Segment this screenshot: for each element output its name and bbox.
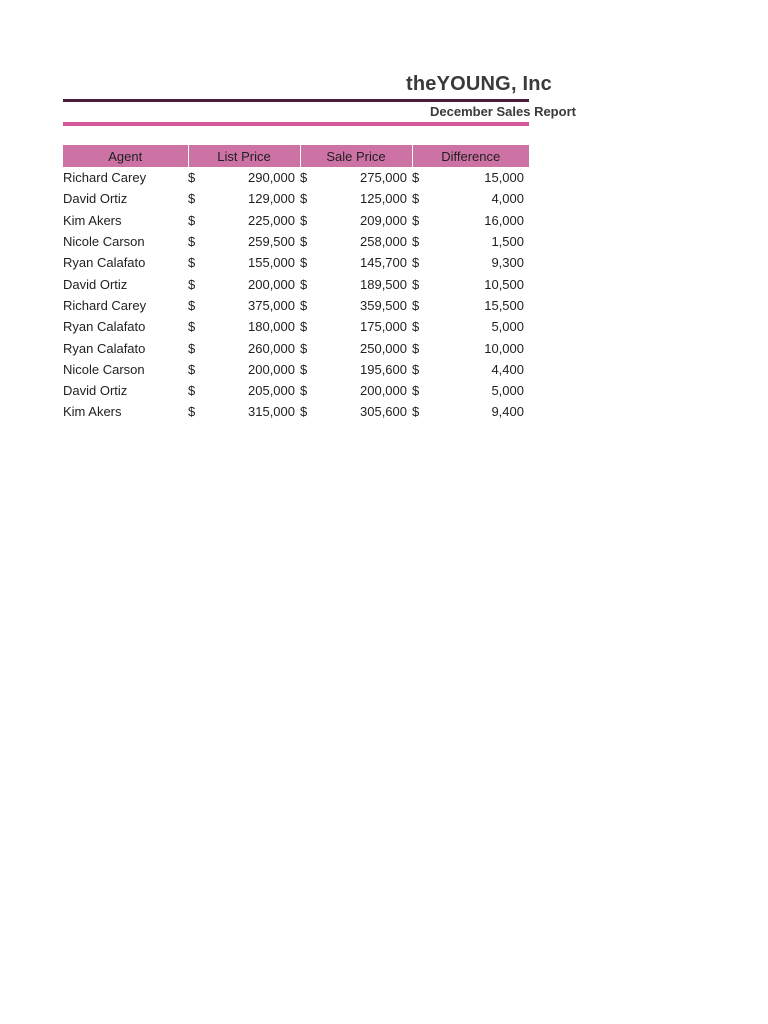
agent-cell[interactable]: Ryan Calafato (63, 319, 146, 335)
difference-cell[interactable] (412, 316, 529, 337)
currency-symbol: $ (300, 212, 308, 228)
list-price-cell[interactable] (188, 231, 300, 252)
currency-symbol: $ (188, 404, 196, 420)
list-price-cell[interactable] (188, 273, 300, 294)
difference-value: 15,500 (484, 297, 524, 313)
difference-value: 9,400 (491, 404, 524, 420)
agent-cell[interactable]: Nicole Carson (63, 361, 145, 377)
currency-symbol: $ (412, 361, 420, 377)
currency-symbol: $ (300, 191, 308, 207)
sale-price-cell[interactable] (300, 188, 412, 209)
difference-cell[interactable] (412, 188, 529, 209)
sale-price-cell[interactable] (300, 252, 412, 273)
agent-cell[interactable]: Kim Akers (63, 404, 122, 420)
difference-cell[interactable] (412, 295, 529, 316)
list-price-value: 205,000 (248, 383, 295, 399)
title-rule-dark (63, 99, 529, 102)
list-price-cell[interactable] (188, 380, 300, 401)
table-row (63, 252, 529, 273)
table-body (63, 167, 529, 423)
list-price-value: 200,000 (248, 276, 295, 292)
currency-symbol: $ (188, 361, 196, 377)
sale-price-cell[interactable] (300, 273, 412, 294)
sale-price-value: 145,700 (360, 255, 407, 271)
subtitle-cell (63, 103, 576, 123)
table-row (63, 231, 529, 252)
sale-price-value: 359,500 (360, 297, 407, 313)
difference-value: 9,300 (491, 255, 524, 271)
sale-price-value: 258,000 (360, 234, 407, 250)
title-cell (63, 70, 552, 100)
difference-value: 10,500 (484, 276, 524, 292)
difference-value: 5,000 (491, 383, 524, 399)
currency-symbol: $ (412, 340, 420, 356)
currency-symbol: $ (188, 340, 196, 356)
agent-cell[interactable]: David Ortiz (63, 276, 128, 292)
list-price-cell[interactable] (188, 359, 300, 380)
sale-price-value: 305,600 (360, 404, 407, 420)
table-header-row (63, 145, 529, 167)
sale-price-value: 250,000 (360, 340, 407, 356)
currency-symbol: $ (188, 297, 196, 313)
currency-symbol: $ (412, 404, 420, 420)
currency-symbol: $ (188, 383, 196, 399)
currency-symbol: $ (412, 255, 420, 271)
currency-symbol: $ (412, 297, 420, 313)
currency-symbol: $ (300, 404, 308, 420)
sale-price-cell[interactable] (300, 167, 412, 188)
list-price-value: 200,000 (248, 361, 295, 377)
currency-symbol: $ (412, 319, 420, 335)
currency-symbol: $ (188, 191, 196, 207)
sale-price-cell[interactable] (300, 401, 412, 422)
currency-symbol: $ (300, 340, 308, 356)
difference-cell[interactable] (412, 252, 529, 273)
list-price-value: 129,000 (248, 191, 295, 207)
currency-symbol: $ (300, 361, 308, 377)
table-row (63, 380, 529, 401)
sale-price-value: 209,000 (360, 212, 407, 228)
agent-cell[interactable]: Kim Akers (63, 212, 122, 228)
sale-price-cell[interactable] (300, 231, 412, 252)
sale-price-cell[interactable] (300, 337, 412, 358)
difference-value: 5,000 (491, 319, 524, 335)
currency-symbol: $ (188, 255, 196, 271)
agent-cell[interactable]: Ryan Calafato (63, 255, 146, 271)
difference-cell[interactable] (412, 337, 529, 358)
difference-cell[interactable] (412, 401, 529, 422)
difference-cell[interactable] (412, 167, 529, 188)
agent-cell[interactable]: Nicole Carson (63, 234, 145, 250)
table-row (63, 210, 529, 231)
list-price-cell[interactable] (188, 167, 300, 188)
agent-cell[interactable]: Richard Carey (63, 297, 147, 313)
list-price-cell[interactable] (188, 210, 300, 231)
list-price-value: 375,000 (248, 297, 295, 313)
currency-symbol: $ (300, 319, 308, 335)
list-price-value: 260,000 (248, 340, 295, 356)
sale-price-value: 189,500 (360, 276, 407, 292)
header-sale-price: Sale Price (300, 145, 412, 167)
table-row (63, 359, 529, 380)
table-row (63, 295, 529, 316)
sale-price-cell[interactable] (300, 295, 412, 316)
currency-symbol: $ (300, 276, 308, 292)
list-price-value: 290,000 (248, 170, 295, 186)
agent-cell[interactable]: Richard Carey (63, 170, 147, 186)
difference-value: 10,000 (484, 340, 524, 356)
report-title: theYOUNG, Inc (406, 73, 552, 95)
table-row (63, 401, 529, 422)
sale-price-value: 175,000 (360, 319, 407, 335)
sale-price-value: 125,000 (360, 191, 407, 207)
difference-cell[interactable] (412, 210, 529, 231)
currency-symbol: $ (188, 276, 196, 292)
list-price-cell[interactable] (188, 188, 300, 209)
currency-symbol: $ (300, 234, 308, 250)
difference-cell[interactable] (412, 380, 529, 401)
list-price-value: 180,000 (248, 319, 295, 335)
list-price-cell[interactable] (188, 401, 300, 422)
list-price-cell[interactable] (188, 337, 300, 358)
list-price-value: 259,500 (248, 234, 295, 250)
currency-symbol: $ (300, 255, 308, 271)
list-price-cell[interactable] (188, 252, 300, 273)
agent-cell[interactable]: David Ortiz (63, 191, 128, 207)
table-row (63, 188, 529, 209)
list-price-value: 155,000 (248, 255, 295, 271)
list-price-cell[interactable] (188, 295, 300, 316)
difference-value: 4,400 (491, 361, 524, 377)
currency-symbol: $ (412, 276, 420, 292)
currency-symbol: $ (300, 297, 308, 313)
currency-symbol: $ (300, 383, 308, 399)
difference-value: 1,500 (491, 234, 524, 250)
difference-value: 16,000 (484, 212, 524, 228)
sale-price-value: 200,000 (360, 383, 407, 399)
list-price-value: 315,000 (248, 404, 295, 420)
sale-price-cell[interactable] (300, 210, 412, 231)
sales-table (63, 145, 529, 423)
list-price-cell[interactable] (188, 316, 300, 337)
currency-symbol: $ (412, 383, 420, 399)
currency-symbol: $ (188, 234, 196, 250)
currency-symbol: $ (412, 170, 420, 186)
table-row (63, 167, 529, 188)
sale-price-value: 195,600 (360, 361, 407, 377)
difference-cell[interactable] (412, 273, 529, 294)
currency-symbol: $ (188, 319, 196, 335)
currency-symbol: $ (300, 170, 308, 186)
currency-symbol: $ (412, 234, 420, 250)
header-list-price: List Price (188, 145, 300, 167)
currency-symbol: $ (188, 170, 196, 186)
difference-cell[interactable] (412, 359, 529, 380)
currency-symbol: $ (188, 212, 196, 228)
title-rule-pink (63, 122, 529, 126)
currency-symbol: $ (412, 212, 420, 228)
sale-price-cell[interactable] (300, 316, 412, 337)
difference-value: 4,000 (491, 191, 524, 207)
table-row (63, 316, 529, 337)
header-difference: Difference (412, 145, 529, 167)
report-subtitle: December Sales Report (430, 104, 576, 119)
agent-cell[interactable]: Ryan Calafato (63, 340, 146, 356)
sale-price-cell[interactable] (300, 359, 412, 380)
difference-cell[interactable] (412, 231, 529, 252)
table-row (63, 273, 529, 294)
header-agent: Agent (63, 145, 188, 167)
difference-value: 15,000 (484, 170, 524, 186)
list-price-value: 225,000 (248, 212, 295, 228)
table-row (63, 337, 529, 358)
sale-price-value: 275,000 (360, 170, 407, 186)
sale-price-cell[interactable] (300, 380, 412, 401)
agent-cell[interactable]: David Ortiz (63, 383, 128, 399)
currency-symbol: $ (412, 191, 420, 207)
